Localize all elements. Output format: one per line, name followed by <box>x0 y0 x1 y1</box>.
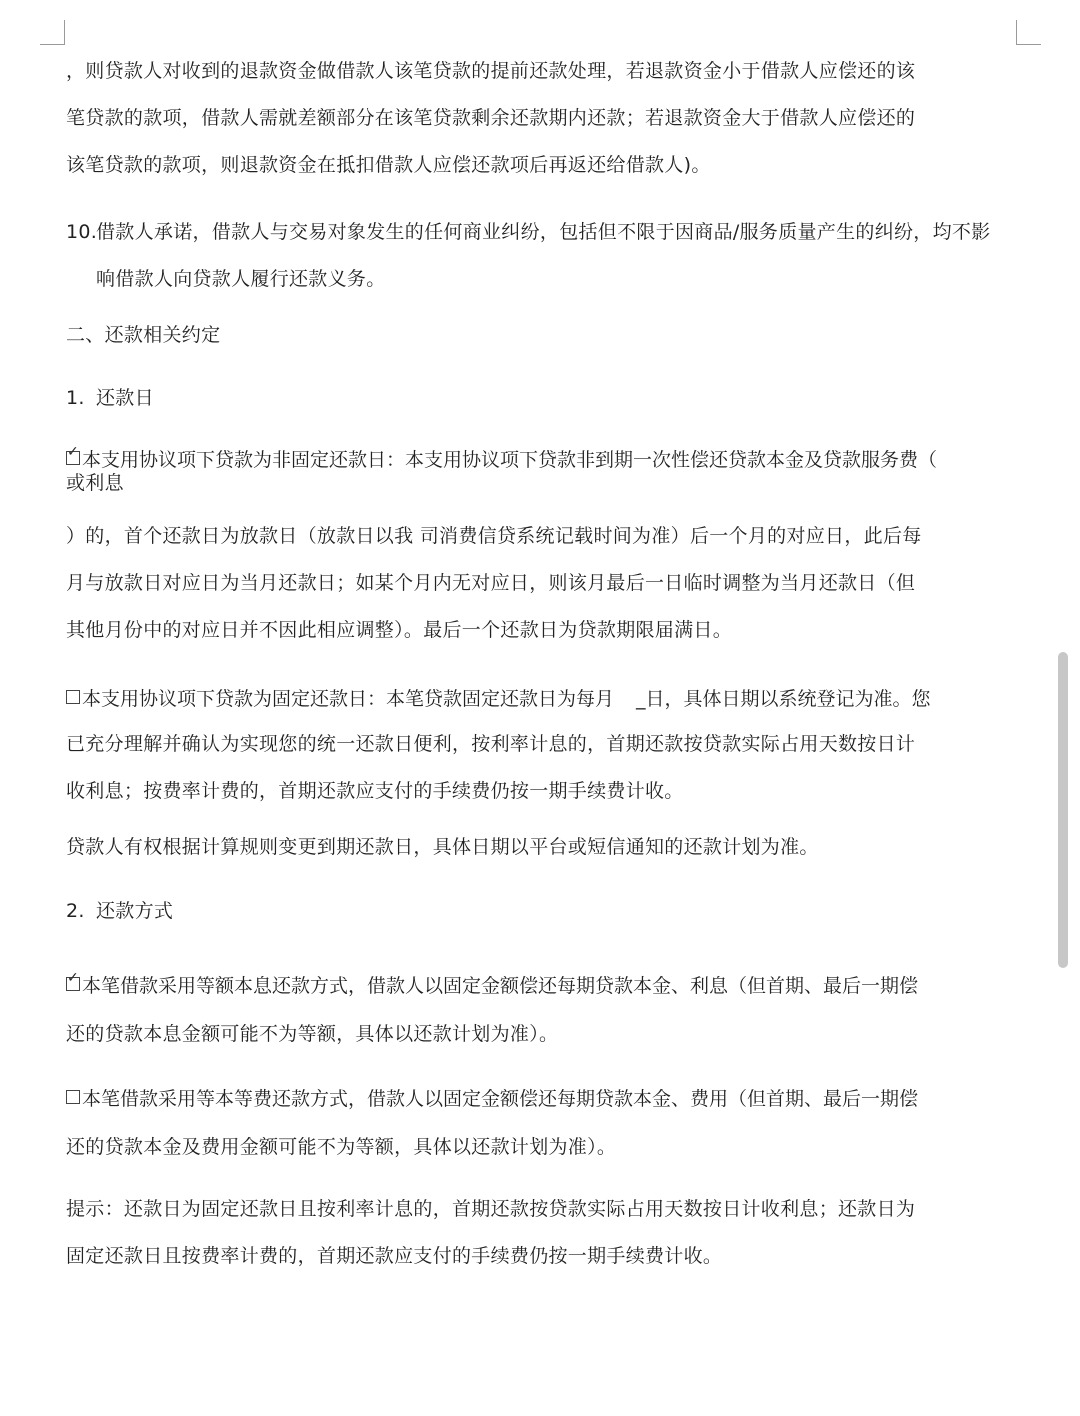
subheading-repayment-method <box>66 896 173 923</box>
option-2-line-3: 收利息；按费率计费的，首期还款应支付的手续费仍按一期手续费计收。 <box>66 780 684 802</box>
item-10-text-1: 借款人承诺，借款人与交易对象发生的任何商业纠纷，包括但不限于因商品/服务质量产生的纠纷，均不影 <box>96 221 991 243</box>
option-non-fixed-day <box>66 445 937 472</box>
crop-mark-top-left <box>40 20 65 45</box>
method-equal-principal-fee <box>66 1084 918 1111</box>
method-2-checkbox[interactable] <box>66 1090 80 1104</box>
option-2-body <box>66 721 1006 815</box>
option-fixed-day <box>66 684 931 711</box>
refund-line-1: ，则贷款人对收到的退款资金做借款人该笔贷款的提前还款处理，若退款资金小于借款人应偿还的该 <box>66 60 916 82</box>
refund-paragraph <box>66 48 1006 189</box>
refund-line-3: 该笔贷款的款项，则退款资金在抵扣借款人应偿还款项后再返还给借款人)。 <box>66 154 711 176</box>
option-1-line-2: ）的，首个还款日为放款日（放款日以我 司消费信贷系统记载时间为准）后一个月的对应日，此后每 <box>66 525 922 547</box>
option-1-line-1: 本支用协议项下贷款为非固定还款日：本支用协议项下贷款非到期一次性偿还贷款本金及贷款服务费（ <box>82 449 938 471</box>
option-2-checkbox[interactable] <box>66 690 80 704</box>
method-1-line-1: 本笔借款采用等额本息还款方式，借款人以固定金额偿还每期贷款本金、利息（但首期、最后一期偿 <box>82 975 919 997</box>
tip-line-2: 固定还款日且按费率计费的，首期还款应支付的手续费仍按一期手续费计收。 <box>66 1245 723 1267</box>
subheading-1-label: 还款日 <box>96 387 154 409</box>
tip-line-1: 提示：还款日为固定还款日且按利率计息的，首期还款按贷款实际占用天数按日计收利息；还款日为 <box>66 1198 916 1220</box>
section-heading: 二、还款相关约定 <box>66 324 221 346</box>
crop-mark-top-right <box>1016 20 1041 45</box>
item-10-line-1 <box>66 209 1006 256</box>
subheading-2-label: 还款方式 <box>96 900 174 922</box>
option-2-line-1a: 本支用协议项下贷款为固定还款日：本笔贷款固定还款日为每月 <box>82 688 615 710</box>
option-1-wrap: 或利息 <box>66 472 124 494</box>
change-note: 贷款人有权根据计算规则变更到期还款日，具体日期以平台或短信通知的还款计划为准。 <box>66 836 819 858</box>
option-1-line-3: 月与放款日对应日为当月还款日；如某个月内无对应日，则该月最后一日临时调整为当月还款日（但 <box>66 572 916 594</box>
item-10 <box>66 209 1006 303</box>
method-1-checkbox[interactable] <box>66 977 80 991</box>
subheading-repayment-day <box>66 383 154 410</box>
option-1-checkbox[interactable] <box>66 451 80 465</box>
method-2-line-2: 还的贷款本金及费用金额可能不为等额，具体以还款计划为准）。 <box>66 1136 617 1158</box>
vertical-scrollbar[interactable] <box>1058 0 1068 1416</box>
option-1-line-4: 其他月份中的对应日并不因此相应调整）。最后一个还款日为贷款期限届满日。 <box>66 619 733 641</box>
item-10-number: 10. <box>66 221 98 243</box>
scrollbar-thumb[interactable] <box>1058 652 1068 968</box>
method-2-line-1: 本笔借款采用等本等费还款方式，借款人以固定金额偿还每期贷款本金、费用（但首期、最后一期偿 <box>82 1088 919 1110</box>
subheading-2-number: 2. <box>66 900 85 922</box>
option-1-body <box>66 513 1006 654</box>
subheading-1-number: 1. <box>66 387 85 409</box>
refund-line-2: 笔贷款的款项，借款人需就差额部分在该笔贷款剩余还款期内还款；若退款资金大于借款人应偿还的 <box>66 107 916 129</box>
tip-paragraph <box>66 1186 1006 1280</box>
method-1-line-2: 还的贷款本息金额可能不为等额，具体以还款计划为准）。 <box>66 1023 559 1045</box>
method-equal-principal-interest <box>66 971 918 998</box>
item-10-line-2: 响借款人向贷款人履行还款义务。 <box>96 268 386 290</box>
option-2-line-1b: _日，具体日期以系统登记为准。您 <box>636 688 931 710</box>
option-2-line-2: 已充分理解并确认为实现您的统一还款日便利，按利率计息的，首期还款按贷款实际占用天数按日计 <box>66 733 916 755</box>
